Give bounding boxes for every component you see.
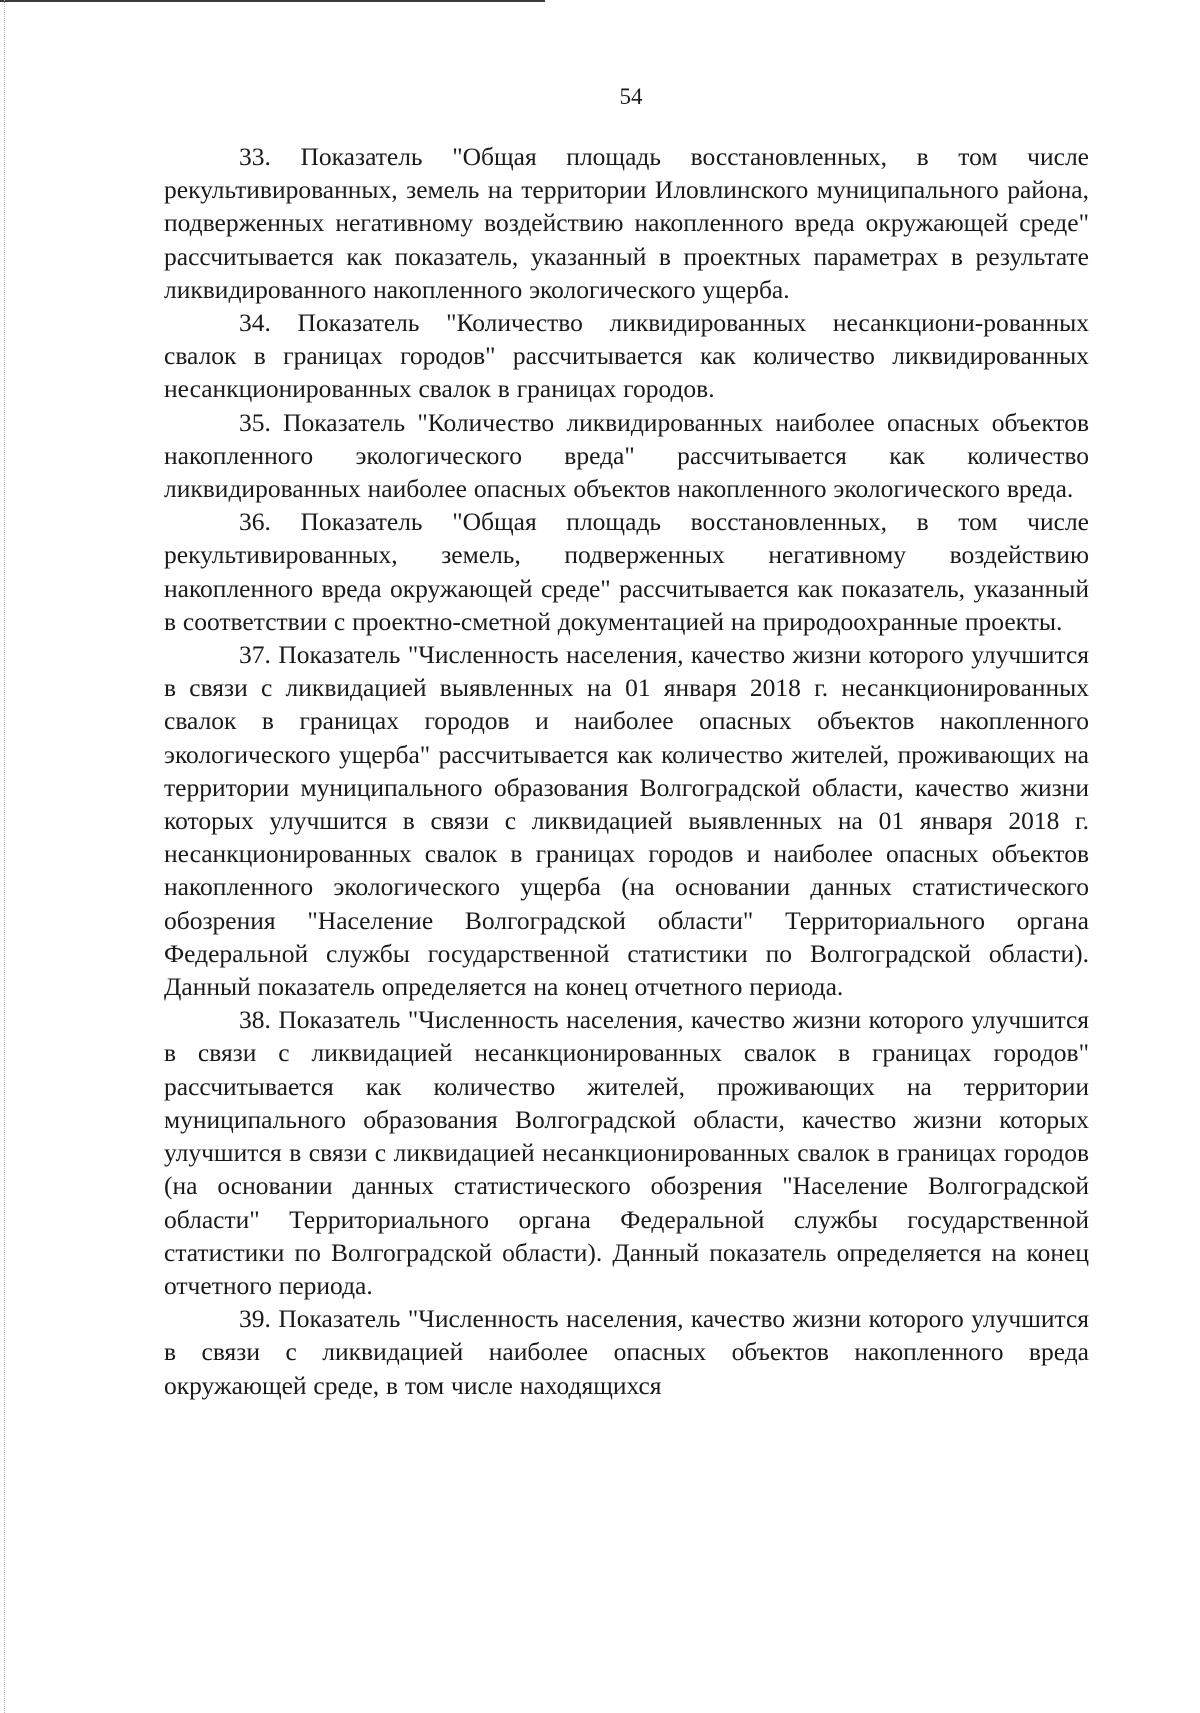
- document-body: [164, 140, 1089, 1402]
- paragraph-33: 33. Показатель "Общая площадь восстановленных, в том числе рекультивированных, земель на территории Иловлинского муниципального района, подверженных негативному воздействию накопленного вреда окружающей среде" рассчитывается как показатель, указанный в проектных параметрах в результате ликвидированного накопленного экологического ущерба.: [164, 142, 1089, 304]
- paragraph-35: 35. Показатель "Количество ликвидированных наиболее опасных объектов накопленного экологического вреда" рассчитывается как количество ликвидированных наиболее опасных объектов накопленного экологического вреда.: [164, 407, 1089, 504]
- page-number: 54: [619, 84, 643, 109]
- scan-left-edge: [4, 0, 6, 1713]
- paragraph-39: 39. Показатель "Численность населения, качество жизни которого улучшится в связи с ликвидацией наиболее опасных объектов накопленного вреда окружающей среде, в том числе находящихся: [164, 1304, 1089, 1400]
- paragraph-34: 34. Показатель "Количество ликвидированных несанкциони-рованных свалок в границах городов" рассчитывается как количество ликвидированных несанкционированных свалок в границах городов.: [164, 308, 1089, 404]
- paragraph-36: 36. Показатель "Общая площадь восстановленных, в том числе рекультивированных, земель, подверженных негативному воздействию накопленного вреда окружающей среде" рассчитывается как показатель, указанный в соответствии с проектно-сметной документацией на природоохранные проекты.: [164, 507, 1089, 636]
- paragraph-38: 38. Показатель "Численность населения, качество жизни которого улучшится в связи с ликвидацией несанкционированных свалок в границах городов" рассчитывается как количество жителей, проживающих на территории муниципального образования Волгоградской области, качество жизни которых улучшится в связи с ликвидацией несанкционированных свалок в границах городов (на основании данных статистического обозрения "Население Волгоградской области" Территориального органа Федеральной службы государственной статистики по Волгоградской области). Данный показатель определяется на конец отчетного периода.: [164, 1005, 1089, 1300]
- scan-top-rule: [0, 0, 545, 2]
- paragraph-37: 37. Показатель "Численность населения, качество жизни которого улучшится в связи с ликвидацией выявленных на 01 января 2018 г. несанкционированных свалок в границах городов и наиболее опасных объектов накопленного экологического ущерба" рассчитывается как количество жителей, проживающих на территории муниципального образования Волгоградской области, качество жизни которых улучшится в связи с ликвидацией выявленных на 01 января 2018 г. несанкционированных свалок в границах городов и наиболее опасных объектов накопленного экологического ущерба (на основании данных статистического обозрения "Население Волгоградской области" Территориального органа Федеральной службы государственной статистики по Волгоградской области). Данный показатель определяется на конец отчетного периода.: [164, 640, 1089, 1002]
